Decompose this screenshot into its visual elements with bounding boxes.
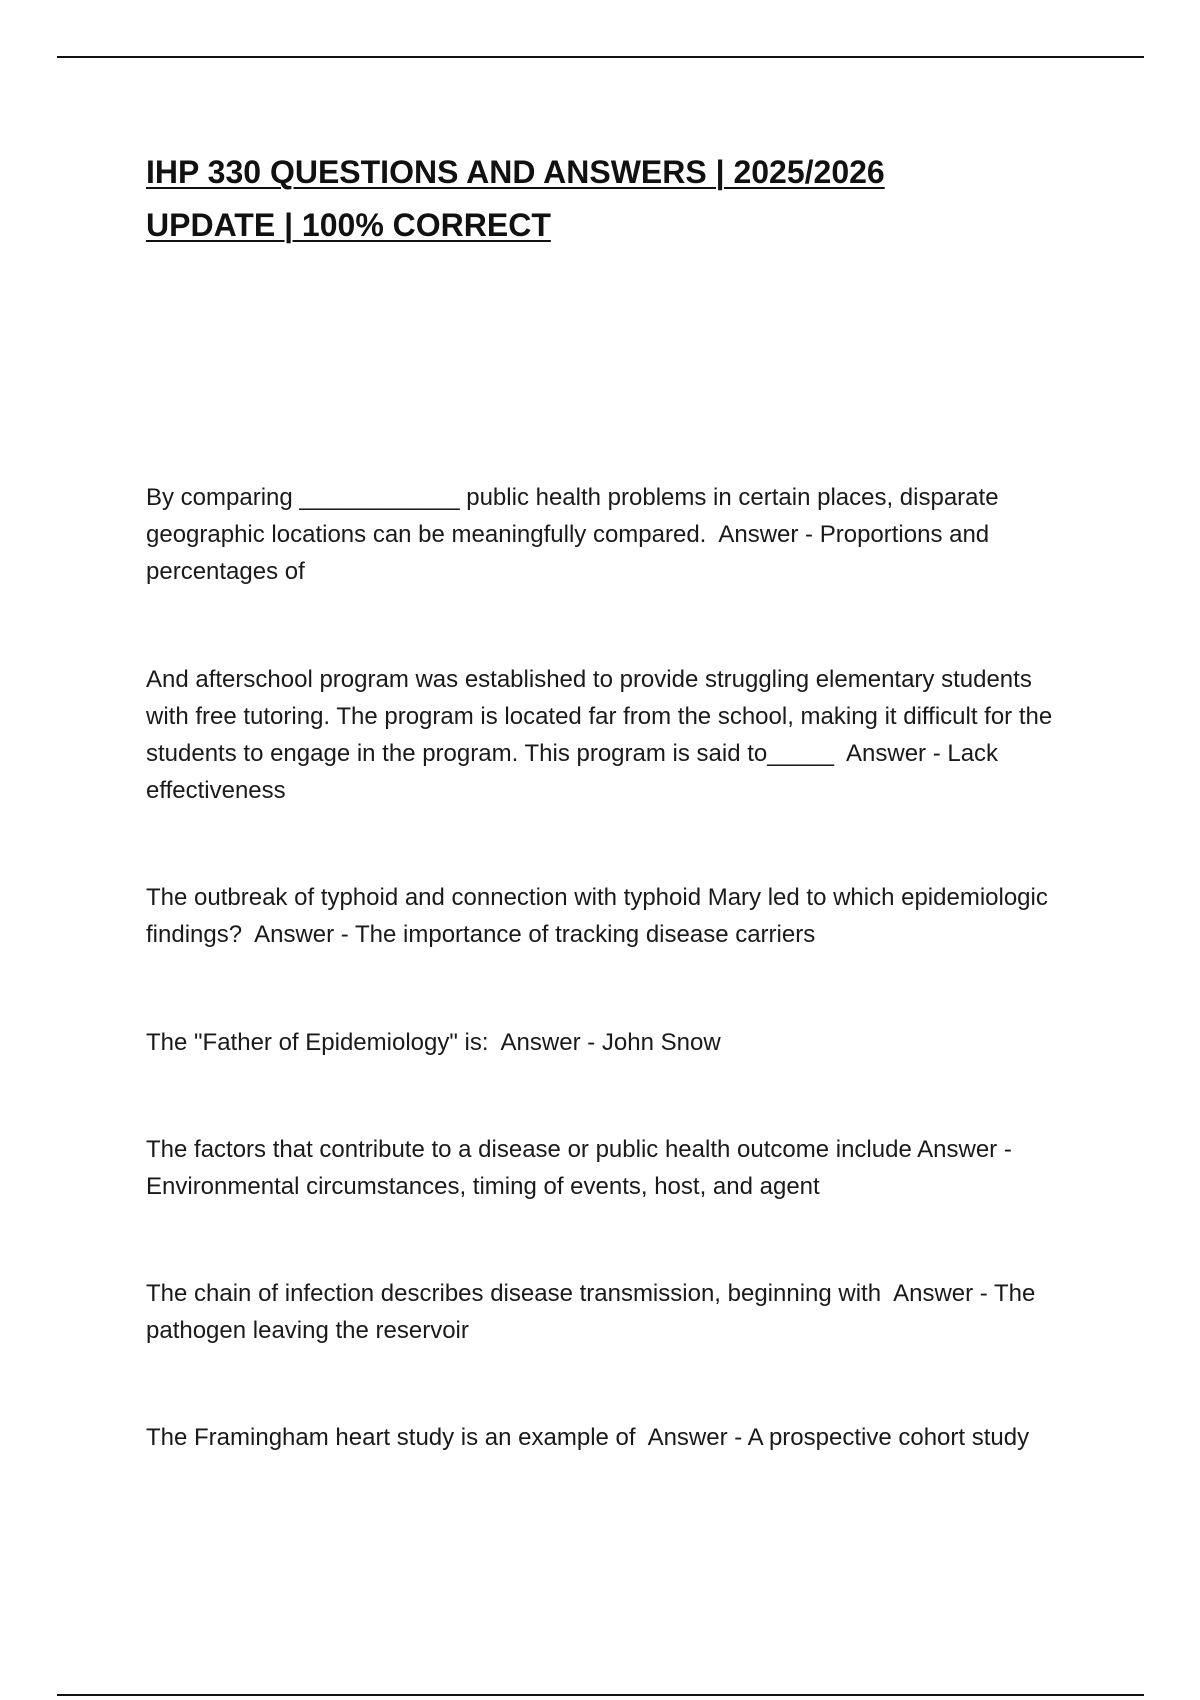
answer-text: Answer - Environmental circumstances, timing of events, host, and agent xyxy=(146,1136,1012,1200)
qa-item-2 xyxy=(146,661,1066,809)
answer-text: Answer - Lack effectiveness xyxy=(146,740,999,804)
question-text: And afterschool program was established to provide struggling elementary students with free tutoring. The program is located far from the school, making it difficult for the students to engage in the program. This program is said to_____ xyxy=(146,666,1053,767)
answer-text: Answer - John Snow xyxy=(500,1029,721,1056)
question-text: The Framingham heart study is an example of xyxy=(146,1424,636,1451)
question-text: The chain of infection describes disease transmission, beginning with xyxy=(146,1280,882,1307)
question-text: By comparing ____________ public health problems in certain places, disparate geographic locations can be meaningfully compared. xyxy=(146,484,999,548)
qa-item-7 xyxy=(146,1419,1066,1456)
answer-text: Answer - The importance of tracking disease carriers xyxy=(254,921,816,948)
answer-text: Answer - The pathogen leaving the reservoir xyxy=(146,1280,1036,1344)
title-line-2: UPDATE | 100% CORRECT xyxy=(146,207,551,243)
question-text: The "Father of Epidemiology" is: xyxy=(146,1029,489,1056)
qa-item-4 xyxy=(146,1024,1066,1061)
qa-item-5 xyxy=(146,1131,1066,1205)
document-title xyxy=(146,146,1046,252)
question-text: The factors that contribute to a disease or public health outcome include xyxy=(146,1136,912,1163)
qa-item-1 xyxy=(146,479,1066,590)
header-rule xyxy=(57,56,1144,58)
answer-text: Answer - Proportions and percentages of xyxy=(146,521,990,585)
footer-rule xyxy=(57,1694,1144,1696)
title-line-1: IHP 330 QUESTIONS AND ANSWERS | 2025/2026 xyxy=(146,154,885,190)
answer-text: Answer - A prospective cohort study xyxy=(647,1424,1030,1451)
question-text: The outbreak of typhoid and connection with typhoid Mary led to which epidemiologic findings? xyxy=(146,884,1048,948)
qa-item-6 xyxy=(146,1275,1066,1349)
qa-item-3 xyxy=(146,879,1066,953)
